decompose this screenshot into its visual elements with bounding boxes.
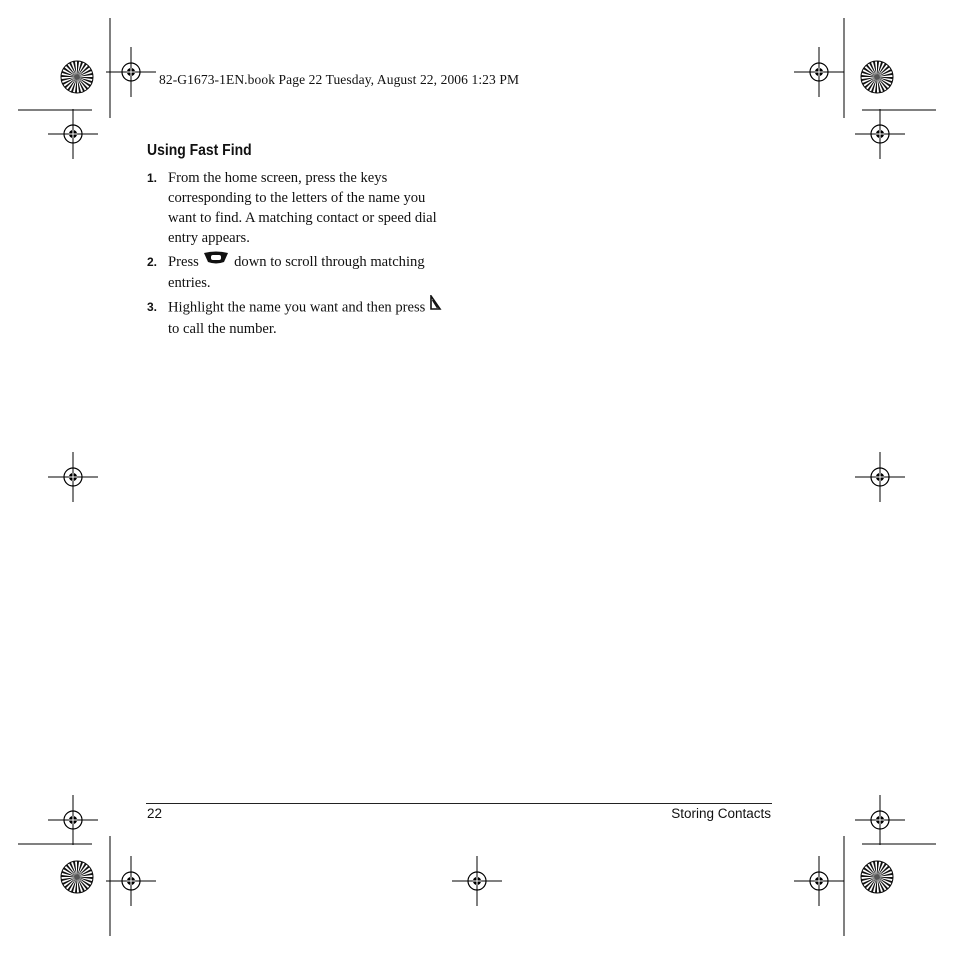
step-number: 2. [147, 255, 158, 269]
step-text-after: down to scroll through matching entries. [168, 254, 425, 291]
send-key-icon [429, 295, 442, 317]
step-text-after: to call the number. [168, 320, 277, 337]
step-3 [147, 297, 447, 339]
starburst-center [74, 874, 80, 880]
step-number: 1. [147, 171, 158, 185]
step-text-before: Press [168, 254, 199, 270]
step-text: From the home screen, press the keys corresponding to the letters of the name you want to find. A matching contact or speed dial entry appears. [168, 170, 437, 246]
section-title: Using Fast Find [147, 142, 252, 159]
footer-rule [146, 803, 772, 804]
footer-page-number: 22 [147, 806, 163, 821]
steps-list [147, 168, 447, 343]
starburst-center [74, 74, 80, 80]
footer-section-name: Storing Contacts [671, 806, 771, 821]
step-1 [147, 168, 447, 248]
step-number: 3. [147, 299, 158, 314]
navigation-key-icon [202, 251, 230, 271]
book-header-info: 82-G1673-1EN.book Page 22 Tuesday, August 22, 2006 1:23 PM [159, 72, 520, 87]
starburst-center [874, 74, 880, 80]
step-2 [147, 252, 447, 293]
starburst-center [874, 874, 880, 880]
step-text-before: Highlight the name you want and then press [168, 299, 426, 315]
